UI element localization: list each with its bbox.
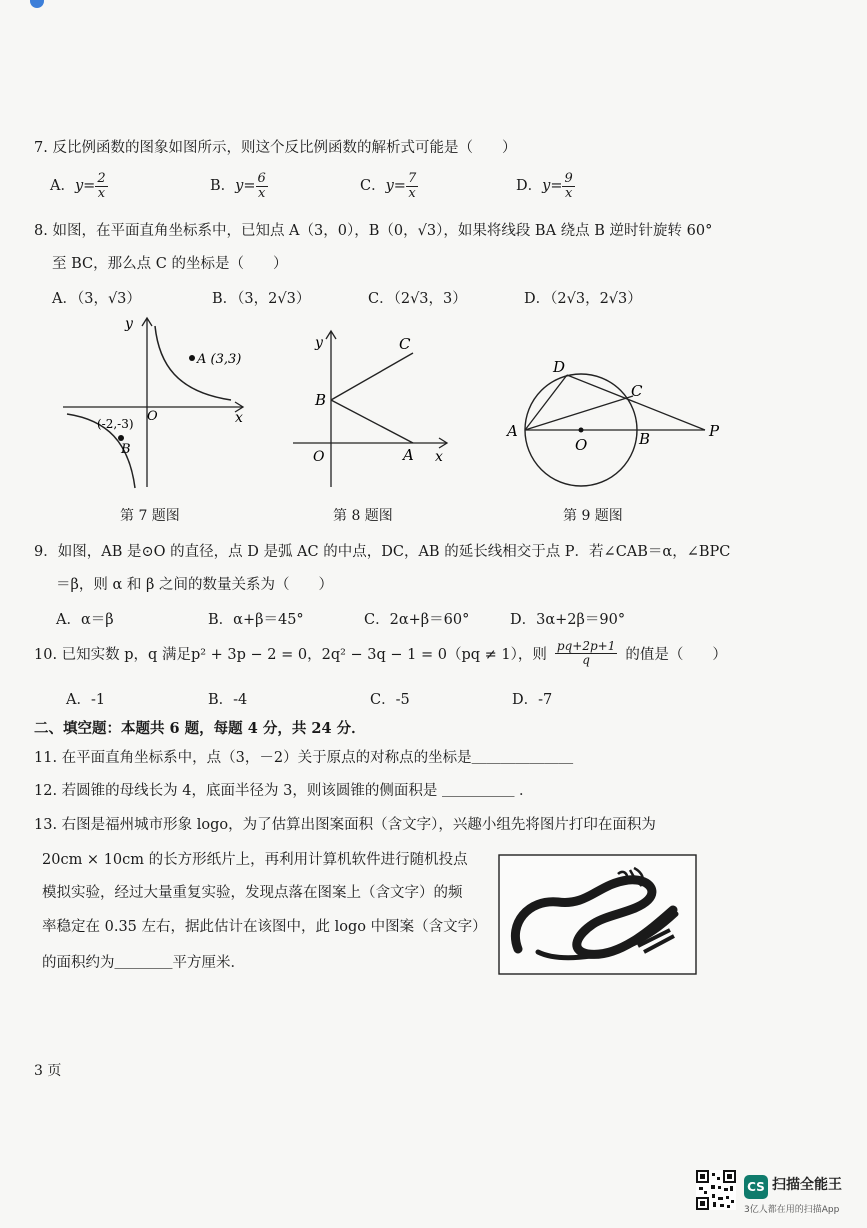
q9-option-a: A．α＝β [56, 612, 114, 628]
q7-option-b: B．y= $\frac{6}{x}$ [210, 171, 266, 201]
q7-option-d: D．y= $\frac{9}{x}$ [516, 171, 573, 201]
fig8-point-b-label: B [315, 391, 327, 409]
fig9-point-c-label: C [631, 382, 643, 400]
q12-stem: 12. 若圆锥的母线长为 4，底面半径为 3，则该圆锥的侧面积是 ＿＿＿＿＿ ． [34, 783, 534, 799]
figure-7-hyperbola [55, 312, 255, 492]
fig8-origin-label: O [313, 449, 325, 465]
q13-line3: 模拟实验，经过大量重复实验，发现点落在图案上（含文字）的频 [42, 885, 463, 901]
q13-line5: 的面积约为＿＿＿＿平方厘米． [42, 955, 245, 971]
q13-line4: 率稳定在 0.35 左右，据此估计在该图中，此 logo 中图案（含文字） [42, 919, 487, 935]
q9-stem-line2: ＝β，则 α 和 β 之间的数量关系为（ ） [56, 577, 333, 593]
fig9-point-o-label: O [575, 436, 588, 454]
section-2-heading: 二、填空题：本题共 6 题，每题 4 分，共 24 分． [34, 720, 366, 737]
fig7-point-a [189, 355, 195, 361]
figure-9-circle [505, 350, 740, 490]
fig9-point-a-label: A [507, 422, 518, 440]
q13-line2: 20cm × 10cm 的长方形纸片上，再利用计算机软件进行随机投点 [42, 852, 468, 868]
fig8-segment-bc [331, 353, 413, 400]
fig7-x-label: x [235, 410, 243, 426]
q8-stem-line2: 至 BC，那么点 C 的坐标是（ ） [52, 256, 288, 272]
q7-option-a: A．y= $\frac{2}{x}$ [50, 171, 106, 201]
camscanner-brand: 扫描全能王 [772, 1177, 842, 1193]
fig9-point-b-label: B [639, 430, 651, 448]
scan-corner-mark [30, 0, 44, 8]
q8-option-c: C．（2√3，3） [368, 291, 467, 307]
fig9-point-p-label: P [709, 422, 720, 440]
q9-option-c: C．2α+β＝60° [364, 612, 470, 628]
q8-stem-line1: 8. 如图，在平面直角坐标系中，已知点 A（3，0），B（0，√3），如果将线段 BA 绕点 B 逆时针旋转 60° [34, 223, 713, 239]
q7-stem: 7. 反比例函数的图象如图所示，则这个反比例函数的解析式可能是（ ） [34, 140, 517, 156]
q7-option-c: C．y= $\frac{7}{x}$ [360, 171, 417, 201]
q10-option-a: A．-1 [66, 692, 106, 708]
fig7-y-label: y [125, 316, 133, 332]
q9-option-b: B．α+β＝45° [208, 612, 304, 628]
fig7-point-a-label: A (3,3) [197, 352, 242, 367]
q8-option-d: D．（2√3，2√3） [524, 291, 642, 307]
fig9-chord-ac [525, 396, 633, 430]
fig9-point-d-label: D [553, 358, 566, 376]
q10-stem-tail: 的值是（ ） [625, 646, 727, 663]
camscanner-logo-icon: CS [744, 1175, 768, 1199]
q8-option-b: B．（3，2√3） [212, 291, 311, 307]
camscanner-tagline: 3亿人都在用的扫描App [744, 1205, 840, 1215]
q11-stem: 11. 在平面直角坐标系中，点（3，－2）关于原点的对称点的坐标是＿＿＿＿＿＿＿ [34, 750, 574, 766]
fig7-caption: 第 7 题图 [120, 508, 180, 524]
q9-stem-line1: 9．如图，AB 是⊙O 的直径，点 D 是弧 AC 的中点，DC，AB 的延长线相交于点 P．若∠CAB＝α，∠BPC [34, 544, 731, 560]
q10-stem [34, 640, 727, 666]
fig7-origin-label: O [147, 409, 158, 424]
fig8-caption: 第 8 题图 [333, 508, 393, 524]
fig8-segment-ba [331, 400, 413, 443]
fig9-center-o [579, 428, 584, 433]
fig7-point-b-coord: (-2,-3) [97, 417, 134, 431]
fig8-y-label: y [315, 335, 323, 351]
fig8-point-c-label: C [399, 335, 411, 353]
page-number: 3 页 [34, 1063, 62, 1079]
q10-option-d: D．-7 [512, 692, 553, 708]
q13-line1: 13. 右图是福州城市形象 logo，为了估算出图案面积（含文字），兴趣小组先将图片打印在面积为 [34, 817, 656, 833]
fig7-point-b [118, 435, 124, 441]
q10-option-b: B．-4 [208, 692, 248, 708]
fig9-chord-ad [525, 375, 567, 430]
q10-stem-text: 10. 已知实数 p，q 满足p² + 3p − 2 = 0，2q² − 3q − 1 = 0（pq ≠ 1），则 [34, 646, 547, 663]
qr-code-icon [696, 1170, 736, 1210]
q10-fraction: $\frac{pq+2p+1}{q}$ [556, 639, 616, 667]
fig8-point-a-label: A [403, 446, 414, 464]
fuzhou-logo-image [498, 854, 698, 976]
figure-8-rotation [285, 325, 460, 495]
q9-option-d: D．3α+2β＝90° [510, 612, 626, 628]
fig9-caption: 第 9 题图 [563, 508, 623, 524]
q10-option-c: C．-5 [370, 692, 410, 708]
fig7-point-b-label: B [121, 442, 131, 457]
fig8-x-label: x [435, 449, 443, 465]
q8-option-a: A．（3，√3） [52, 291, 141, 307]
